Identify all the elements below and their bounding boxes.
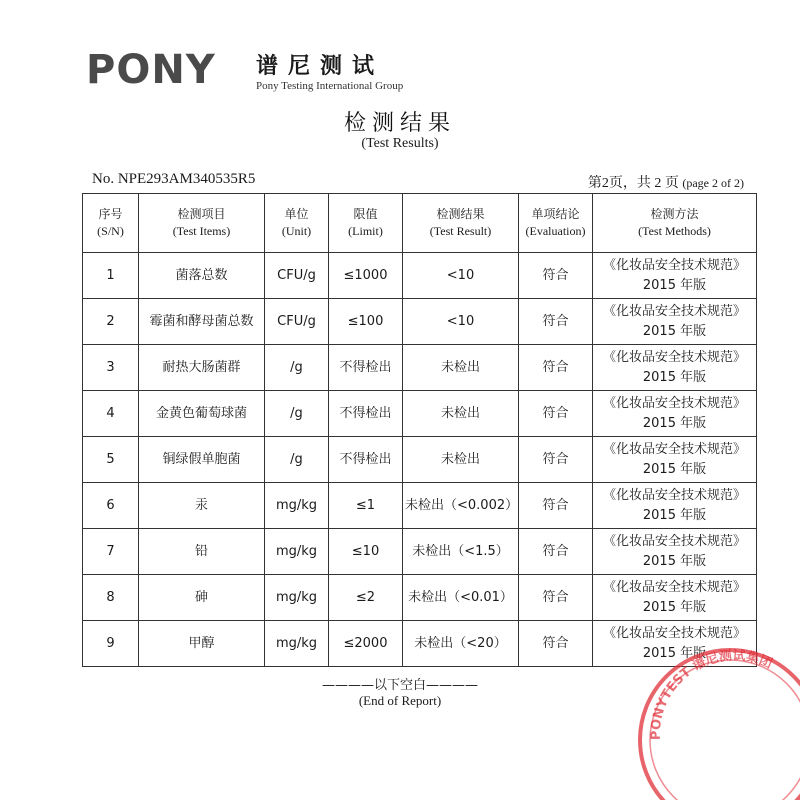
method-edition: 2015 年版 <box>642 645 707 661</box>
cell-evaluation: 符合 <box>519 483 593 529</box>
end-marker: ————以下空白———— <box>321 678 478 693</box>
company-seal-stamp <box>620 630 800 800</box>
cell-limit: ≤100 <box>329 299 403 345</box>
cell-test-item: 耐热大肠菌群 <box>139 345 265 391</box>
header-test-methods: 检测方法 (Test Methods) <box>593 194 757 253</box>
cell-test-item: 汞 <box>139 483 265 529</box>
cell-test-method <box>593 299 757 345</box>
cell-unit: mg/kg <box>265 621 329 667</box>
method-standard: 《化妆品安全技术规范》 <box>602 487 746 503</box>
logo-chinese-name: 谱尼测试 <box>256 54 385 79</box>
table-row <box>83 391 757 437</box>
cell-sn: 9 <box>83 621 139 667</box>
cell-unit: CFU/g <box>265 253 329 299</box>
table-row <box>83 253 757 299</box>
svg-text:PONYTEST 谱尼测试集团: PONYTEST 谱尼测试集团 <box>648 648 775 741</box>
cell-evaluation: 符合 <box>519 299 593 345</box>
report-title: 检测结果 <box>343 111 456 136</box>
cell-test-method <box>593 575 757 621</box>
cell-evaluation: 符合 <box>519 391 593 437</box>
cell-unit: mg/kg <box>265 575 329 621</box>
cell-sn: 5 <box>83 437 139 483</box>
method-edition: 2015 年版 <box>642 599 707 615</box>
cell-test-item: 铜绿假单胞菌 <box>139 437 265 483</box>
cell-evaluation: 符合 <box>519 437 593 483</box>
method-edition: 2015 年版 <box>642 323 707 339</box>
method-standard: 《化妆品安全技术规范》 <box>602 625 746 641</box>
method-standard: 《化妆品安全技术规范》 <box>602 441 746 457</box>
table-row <box>83 437 757 483</box>
cell-test-result: 未检出（<1.5） <box>403 529 519 575</box>
page-indicator <box>588 172 744 192</box>
header-test-result: 检测结果 (Test Result) <box>403 194 519 253</box>
method-standard: 《化妆品安全技术规范》 <box>602 303 746 319</box>
header-test-items: 检测项目 (Test Items) <box>139 194 265 253</box>
cell-limit: ≤1 <box>329 483 403 529</box>
cell-test-result: 未检出（<20） <box>403 621 519 667</box>
cell-sn: 3 <box>83 345 139 391</box>
cell-test-result: 未检出 <box>403 391 519 437</box>
page-indicator-en: (page 2 of 2) <box>682 176 744 190</box>
cell-test-method <box>593 437 757 483</box>
cell-sn: 7 <box>83 529 139 575</box>
logo-wordmark: PONY <box>86 47 216 93</box>
report-title-english: (Test Results) <box>361 136 439 151</box>
cell-sn: 1 <box>83 253 139 299</box>
cell-test-result: <10 <box>403 299 519 345</box>
header-sn: 序号 (S/N) <box>83 194 139 253</box>
method-standard: 《化妆品安全技术规范》 <box>602 579 746 595</box>
page-indicator-cn: 第2页，共 2 页 <box>587 176 679 191</box>
cell-unit: mg/kg <box>265 483 329 529</box>
cell-limit: 不得检出 <box>329 391 403 437</box>
cell-evaluation: 符合 <box>519 345 593 391</box>
cell-limit: ≤10 <box>329 529 403 575</box>
cell-test-item: 金黄色葡萄球菌 <box>139 391 265 437</box>
cell-test-result: 未检出 <box>403 345 519 391</box>
cell-test-method <box>593 391 757 437</box>
cell-test-item: 甲醇 <box>139 621 265 667</box>
header-limit: 限值 (Limit) <box>329 194 403 253</box>
end-of-report: (End of Report) <box>358 693 442 708</box>
cell-limit: ≤2000 <box>329 621 403 667</box>
table-row <box>83 483 757 529</box>
report-number: No. NPE293AM340535R5 <box>92 171 256 187</box>
table-row <box>83 299 757 345</box>
cell-test-method <box>593 529 757 575</box>
cell-sn: 8 <box>83 575 139 621</box>
cell-unit: /g <box>265 437 329 483</box>
method-edition: 2015 年版 <box>642 461 707 477</box>
cell-sn: 4 <box>83 391 139 437</box>
company-logo <box>86 46 446 96</box>
cell-sn: 2 <box>83 299 139 345</box>
table-row <box>83 575 757 621</box>
cell-test-result: 未检出 <box>403 437 519 483</box>
cell-test-item: 霉菌和酵母菌总数 <box>139 299 265 345</box>
cell-test-method <box>593 253 757 299</box>
cell-limit: 不得检出 <box>329 345 403 391</box>
cell-unit: /g <box>265 391 329 437</box>
cell-test-result: 未检出（<0.01） <box>403 575 519 621</box>
cell-test-item: 菌落总数 <box>139 253 265 299</box>
cell-test-result: 未检出（<0.002） <box>403 483 519 529</box>
cell-test-item: 砷 <box>139 575 265 621</box>
cell-unit: /g <box>265 345 329 391</box>
cell-evaluation: 符合 <box>519 253 593 299</box>
cell-unit: mg/kg <box>265 529 329 575</box>
table-row <box>83 345 757 391</box>
cell-test-item: 铅 <box>139 529 265 575</box>
cell-test-method <box>593 345 757 391</box>
cell-evaluation: 符合 <box>519 529 593 575</box>
header-evaluation: 单项结论 (Evaluation) <box>519 194 593 253</box>
header-unit: 单位 (Unit) <box>265 194 329 253</box>
method-standard: 《化妆品安全技术规范》 <box>602 395 746 411</box>
method-edition: 2015 年版 <box>642 277 707 293</box>
cell-limit: ≤1000 <box>329 253 403 299</box>
cell-evaluation: 符合 <box>519 575 593 621</box>
cell-sn: 6 <box>83 483 139 529</box>
cell-test-method <box>593 483 757 529</box>
cell-test-result: <10 <box>403 253 519 299</box>
method-edition: 2015 年版 <box>642 507 707 523</box>
method-standard: 《化妆品安全技术规范》 <box>602 349 746 365</box>
cell-limit: 不得检出 <box>329 437 403 483</box>
cell-limit: ≤2 <box>329 575 403 621</box>
table-header-row <box>83 194 757 253</box>
cell-evaluation: 符合 <box>519 621 593 667</box>
table-row <box>83 529 757 575</box>
method-edition: 2015 年版 <box>642 553 707 569</box>
method-standard: 《化妆品安全技术规范》 <box>602 533 746 549</box>
test-results-table <box>82 193 757 667</box>
method-edition: 2015 年版 <box>642 415 707 431</box>
cell-unit: CFU/g <box>265 299 329 345</box>
method-edition: 2015 年版 <box>642 369 707 385</box>
method-standard: 《化妆品安全技术规范》 <box>602 257 746 273</box>
logo-english-name: Pony Testing International Group <box>256 80 404 92</box>
